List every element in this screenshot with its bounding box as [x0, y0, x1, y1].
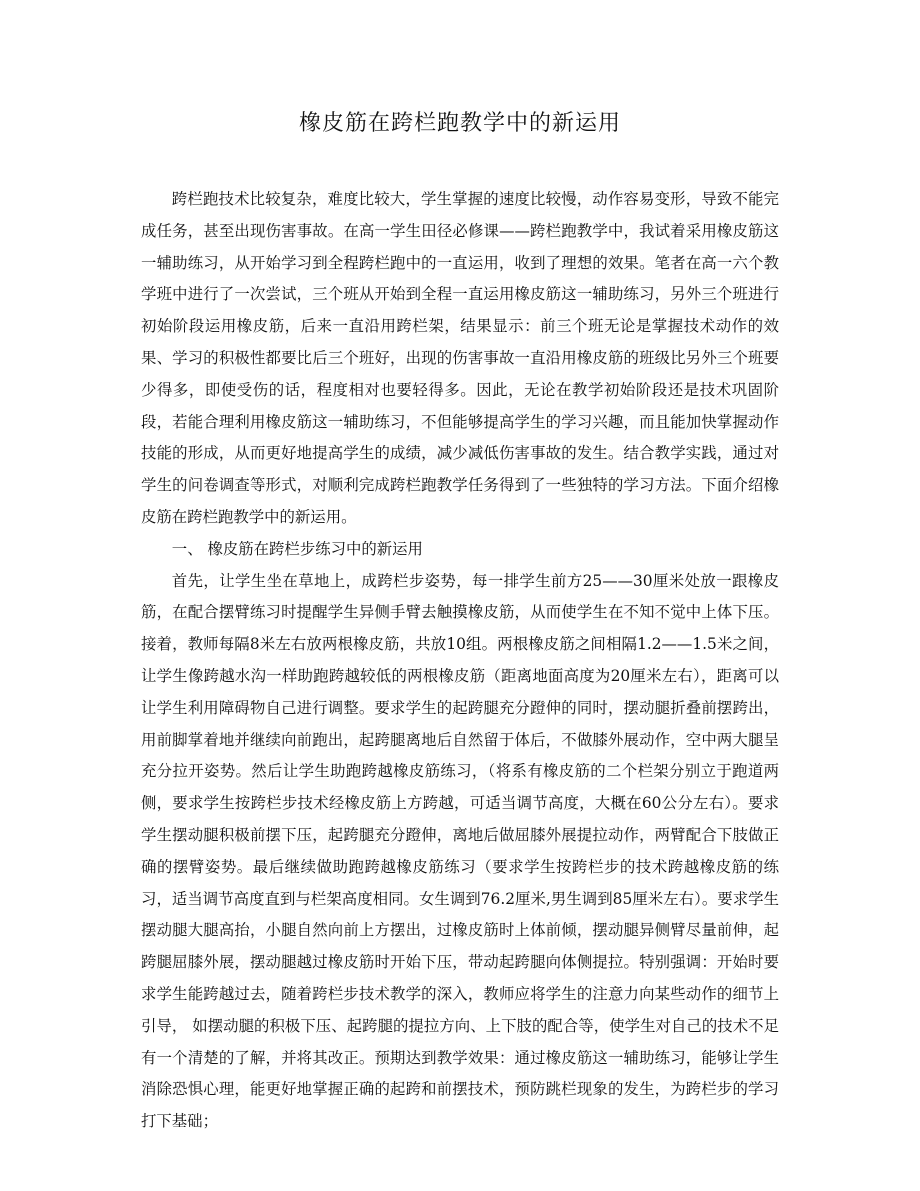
document-title: 橡皮筋在跨栏跑教学中的新运用 [298, 111, 621, 136]
document-body [141, 184, 779, 1138]
section-heading-1: 一、 橡皮筋在跨栏步练习中的新运用 [171, 539, 423, 558]
intro-paragraph: 跨栏跑技术比较复杂，难度比较大，学生掌握的速度比较慢，动作容易变形，导致不能完成任务，甚至出现伤害事故。在高一学生田径必修课——跨栏跑教学中，我试着采用橡皮筋这一辅助练习，从开始学习到全程跨栏跑中的一直运用，收到了理想的效果。笔者在高一六个教学班中进行了一次尝试，三个班从开始到全程一直运用橡皮筋这一辅助练习，另外三个班进行初始阶段运用橡皮筋，后来一直沿用跨栏架，结果显示：前三个班无论是掌握技术动作的效果、学习的积极性都要比后三个班好，出现的伤害事故一直沿用橡皮筋的班级比另外三个班要少得多，即使受伤的话，程度相对也要轻得多。因此，无论在教学初始阶段还是技术巩固阶段，若能合理利用橡皮筋这一辅助练习，不但能够提高学生的学习兴趣，而且能加快掌握动作技能的形成，从而更好地提高学生的成绩，减少减低伤害事故的发生。结合教学实践，通过对学生的问卷调查等形式，对顺利完成跨栏跑教学任务得到了一些独特的学习方法。下面介绍橡皮筋在跨栏跑教学中的新运用。 [141, 190, 779, 526]
section-1-paragraph: 首先，让学生坐在草地上，成跨栏步姿势，每一排学生前方25——30厘米处放一跟橡皮筋，在配合摆臂练习时提醒学生异侧手臂去触摸橡皮筋，从而使学生在不知不觉中上体下压。接着，教师每隔8米左右放两根橡皮筋，共放10组。两根橡皮筋之间相隔1.2——1.5米之间，让学生像跨越水沟一样助跑跨越较低的两根橡皮筋（距离地面高度为20厘米左右），距离可以让学生利用障碍物自己进行调整。要求学生的起跨腿充分蹬伸的同时，摆动腿折叠前摆跨出，用前脚掌着地并继续向前跑出，起跨腿离地后自然留于体后，不做膝外展动作，空中两大腿呈充分拉开姿势。然后让学生助跑跨越橡皮筋练习，（将系有橡皮筋的二个栏架分别立于跑道两侧，要求学生按跨栏步技术经橡皮筋上方跨越，可适当调节高度，大概在60公分左右）。要求学生摆动腿积极前摆下压，起跨腿充分蹬伸，离地后做屈膝外展提拉动作，两臂配合下肢做正确的摆臂姿势。最后继续做助跑跨越橡皮筋练习（要求学生按跨栏步的技术跨越橡皮筋的练习，适当调节高度直到与栏架高度相同。女生调到76.2厘米,男生调到85厘米左右）。要求学生摆动腿大腿高抬，小腿自然向前上方摆出，过橡皮筋时上体前倾，摆动腿异侧臂尽量前伸，起跨腿屈膝外展，摆动腿越过橡皮筋时开始下压，带动起跨腿向体侧提拉。特别强调：开始时要求学生能跨越过去，随着跨栏步技术教学的深入，教师应将学生的注意力向某些动作的细节上引导， 如摆动腿的积极下压、起跨腿的提拉方向、上下肢的配合等，使学生对自己的技术不足有一个清楚的了解，并将其改正。预期达到教学效果：通过橡皮筋这一辅助练习，能够让学生消除恐惧心理，能更好地掌握正确的起跨和前摆技术，预防跳栏现象的发生，为跨栏步的学习打下基础； [141, 571, 779, 1131]
